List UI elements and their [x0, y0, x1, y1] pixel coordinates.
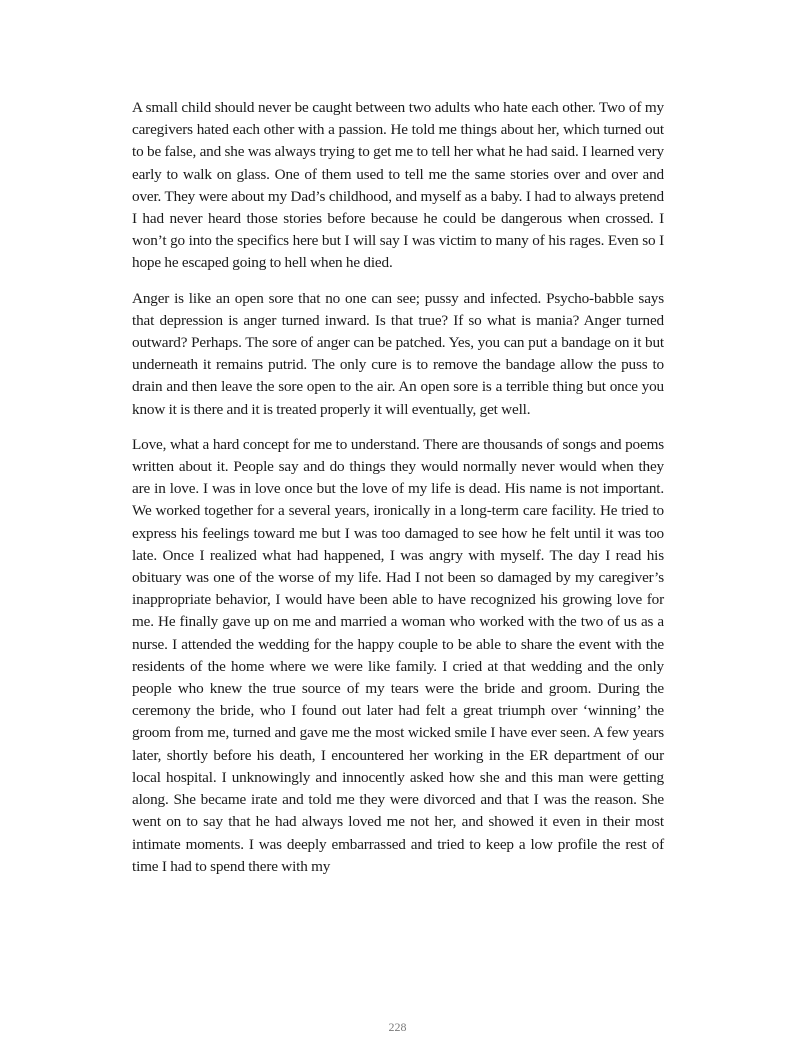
- paragraph-love: Love, what a hard concept for me to understand. There are thousands of songs and poems written about it. People say and do things they would normally never would when they are in love. I was in love once but the love of my life is dead. His name is not important. We worked together for a several years, ironically in a long-term care facility. He tried to express his feelings toward me but I was too damaged to see how he felt until it was too late. Once I realized what had happened, I was angry with myself. The day I read his obituary was one of the worse of my life. Had I not been so damaged by my caregiver’s inappropriate behavior, I would have been able to have recognized his growing love for me. He finally gave up on me and married a woman who worked with the two of us as a nurse. I attended the wedding for the happy couple to be able to share the event with the residents of the home where we were like family. I cried at that wedding and the only people who knew the true source of my tears were the bride and groom. During the ceremony the bride, who I found out later had felt a great triumph over ‘winning’ the groom from me, turned and gave me the most wicked smile I have ever seen. A few years later, shortly before his death, I encountered her working in the ER department of our local hospital. I unknowingly and innocently asked how she and this man were getting along. She became irate and told me they were divorced and that I was the reason. She went on to say that he had always loved me not her, and showed it even in their most intimate moments. I was deeply embarrassed and tried to keep a low profile the rest of time I had to spend there with my: [132, 435, 664, 875]
- paragraph-caregivers: A small child should never be caught between two adults who hate each other. Two of my caregivers hated each other with a passion. He told me things about her, which turned out to be false, and she was always trying to get me to tell her what he had said. I learned very early to walk on glass. One of them used to tell me the same stories over and over and over. They were about my Dad’s childhood, and myself as a baby. I had to always pretend I had never heard those stories before because he could be dangerous when crossed. I won’t go into the specifics here but I will say I was victim to many of his rages. Even so I hope he escaped going to hell when he died.: [132, 99, 664, 272]
- page-number: 228: [388, 1020, 407, 1034]
- body-text: [132, 97, 664, 891]
- paragraph-anger: Anger is like an open sore that no one can see; pussy and infected. Psycho-babble says that depression is anger turned inward. Is that true? If so what is mania? Anger turned outward? Perhaps. The sore of anger can be patched. Yes, you can put a bandage on it but underneath it remains putrid. The only cure is to remove the bandage allow the puss to drain and then leave the sore open to the air. An open sore is a terrible thing but once you know it is there and it is treated properly it will eventually, get well.: [132, 289, 664, 418]
